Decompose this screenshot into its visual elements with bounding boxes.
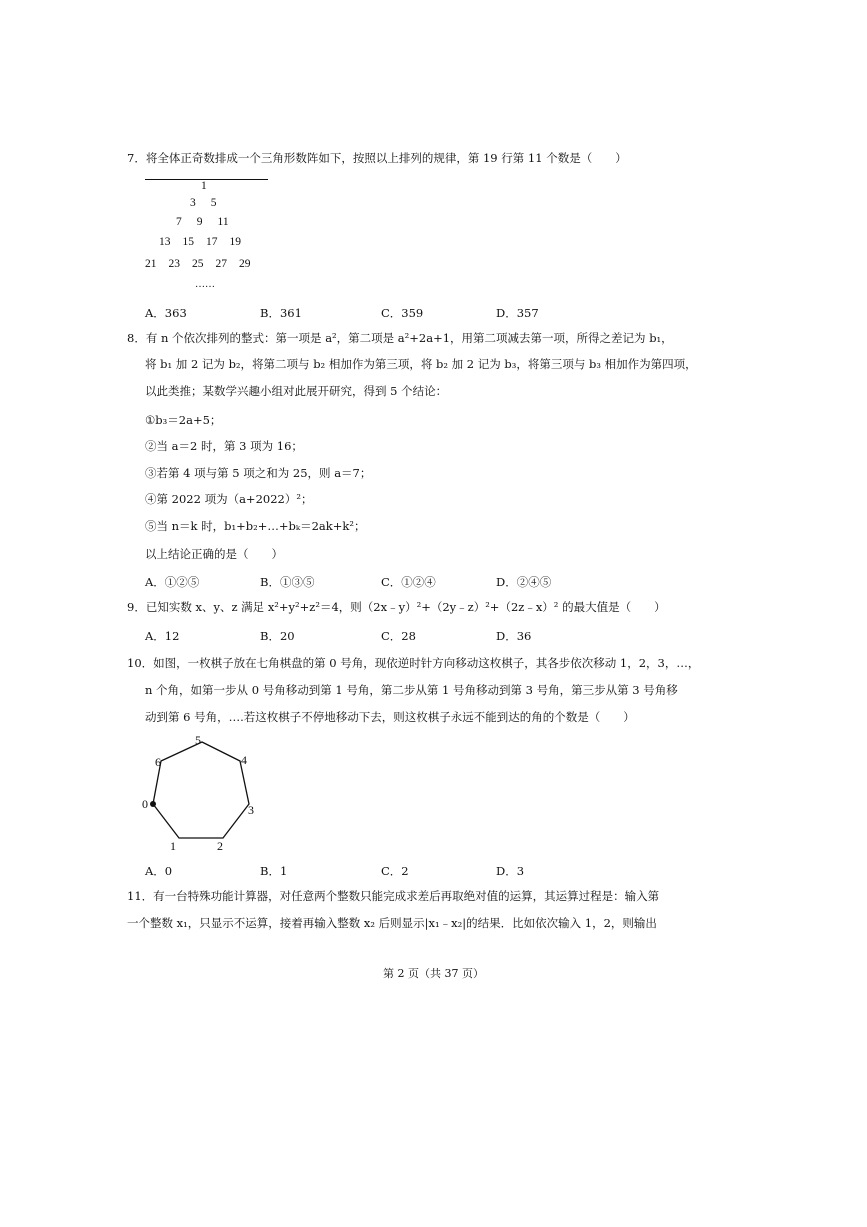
q8-line-3: 以此类推；某数学兴趣小组对此展开研究，得到 5 个结论：	[145, 384, 448, 398]
cell: 23	[168, 258, 180, 270]
cell: 29	[239, 258, 251, 270]
cell: 25	[192, 258, 204, 270]
cell: 19	[229, 236, 241, 248]
q8-line-2: 将 b₁ 加 2 记为 b₂，将第二项与 b₂ 相加作为第三项，将 b₂ 加 2 记为 b₃，将第三项与 b₃ 相加作为第四项，	[145, 357, 697, 371]
cell: 1	[201, 180, 207, 192]
q9-stem: 9．已知实数 x、y、z 满足 x²+y²+z²＝4，则（2x﹣y）²+（2y﹣z）²+（2z﹣x）² 的最大值是（ ）	[127, 600, 666, 614]
triangle-row-1	[201, 180, 207, 192]
vertex-label-1: 1	[170, 839, 176, 852]
cell: 3	[190, 197, 196, 209]
option-b[interactable]: B．20	[260, 629, 295, 643]
q10-line-3: 动到第 6 号角，….若这枚棋子不停地移动下去，则这枚棋子永远不能到达的角的个数是（ ）	[145, 710, 635, 724]
cell: 17	[206, 236, 218, 248]
cell: 11	[217, 216, 229, 228]
option-c[interactable]: C．359	[381, 306, 424, 320]
cell: 5	[210, 197, 217, 209]
option-a[interactable]: A．0	[145, 864, 173, 878]
option-a[interactable]: A．①②⑤	[145, 575, 200, 589]
cell: 9	[196, 216, 203, 228]
vertex-label-3: 3	[248, 803, 254, 817]
q9-options	[145, 628, 705, 642]
option-b[interactable]: B．1	[260, 864, 288, 878]
option-b[interactable]: B．①③⑤	[260, 575, 315, 589]
heptagon-board-figure	[140, 734, 260, 852]
cell: 13	[159, 236, 171, 248]
option-a[interactable]: A．363	[145, 306, 187, 320]
cell: 27	[215, 258, 227, 270]
vertex-label-2: 2	[217, 839, 223, 852]
q8-line-1: 8．有 n 个依次排列的整式：第一项是 a²，第二项是 a²+2a+1，用第二项减去第一项，所得之差记为 b₁，	[127, 331, 673, 345]
option-d[interactable]: D．357	[496, 306, 539, 320]
option-c[interactable]: C．2	[381, 864, 409, 878]
q11-line-2: 一个整数 x₁，只显示不运算，接着再输入整数 x₂ 后则显示|x₁﹣x₂|的结果．比如依次输入 1，2，则输出	[127, 916, 657, 930]
q7-options	[145, 305, 705, 319]
q10-options	[145, 863, 705, 877]
q8-options	[145, 574, 705, 588]
heptagon-outline	[153, 742, 249, 838]
page-number-footer: 第 2 页（共 37 页）	[383, 967, 484, 980]
cell: 21	[145, 258, 157, 270]
option-b[interactable]: B．361	[260, 306, 302, 320]
game-piece	[150, 801, 156, 807]
triangle-row-4	[159, 236, 241, 248]
cell: 7	[176, 216, 182, 228]
q8-conclusion-3: ③若第 4 项与第 5 项之和为 25，则 a＝7；	[145, 466, 372, 480]
vertex-label-6: 6	[155, 755, 161, 769]
q10-line-1: 10．如图，一枚棋子放在七角棋盘的第 0 号角，现依逆时针方向移动这枚棋子，其各步依次移动 1，2，3，…，	[127, 656, 700, 670]
q8-conclusion-5: ⑤当 n＝k 时，b₁+b₂+…+bₖ＝2ak+k²；	[145, 519, 366, 533]
vertex-label-0: 0	[142, 797, 148, 811]
q7-stem: 7．将全体正奇数排成一个三角形数阵如下，按照以上排列的规律，第 19 行第 11 个数是（ ）	[127, 151, 627, 165]
q8-conclusion-2: ②当 a＝2 时，第 3 项为 16；	[145, 439, 303, 453]
triangle-row-2	[190, 197, 217, 209]
option-c[interactable]: C．①②④	[381, 575, 436, 589]
option-a[interactable]: A．12	[145, 629, 180, 643]
q8-question: 以上结论正确的是（ ）	[145, 547, 283, 561]
cell: 15	[182, 236, 194, 248]
option-d[interactable]: D．②④⑤	[496, 575, 552, 589]
triangle-row-5	[145, 258, 251, 270]
option-d[interactable]: D．3	[496, 864, 525, 878]
option-d[interactable]: D．36	[496, 629, 532, 643]
vertex-label-4: 4	[241, 753, 247, 767]
triangle-dots: ……	[195, 279, 215, 290]
q8-conclusion-4: ④第 2022 项为（a+2022）²；	[145, 492, 313, 506]
q11-line-1: 11．有一台特殊功能计算器，对任意两个整数只能完成求差后再取绝对值的运算，其运算过程是：输入第	[127, 889, 660, 903]
triangle-row-3	[176, 216, 229, 228]
q10-line-2: n 个角，如第一步从 0 号角移动到第 1 号角，第二步从第 1 号角移动到第 3 号角，第三步从第 3 号角移	[145, 683, 678, 697]
vertex-label-5: 5	[195, 734, 201, 747]
option-c[interactable]: C．28	[381, 629, 416, 643]
q8-conclusion-1: ①b₃＝2a+5；	[145, 413, 222, 427]
